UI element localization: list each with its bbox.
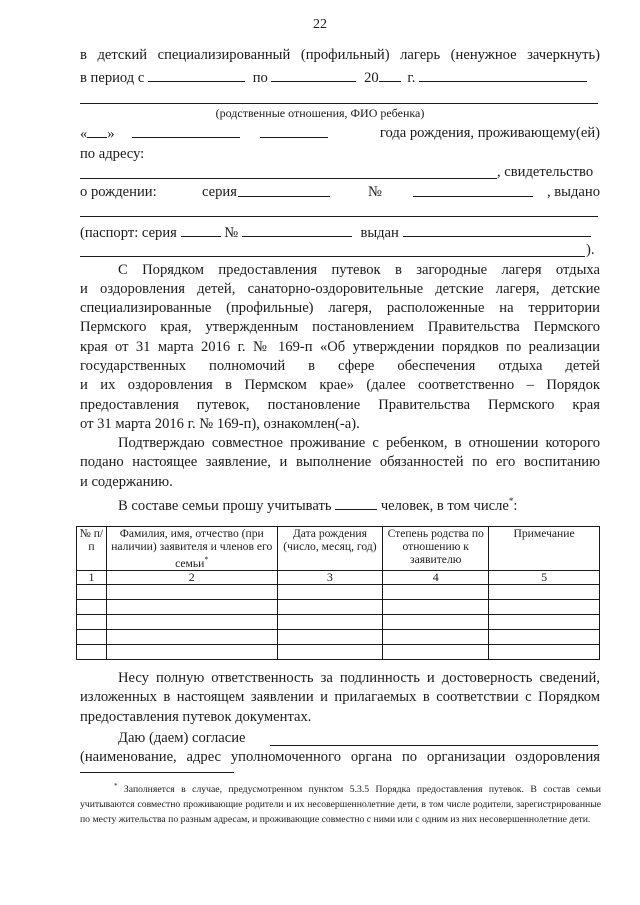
para3-line-1: Несу полную ответственность за подлинность и достоверность сведений, bbox=[118, 670, 600, 686]
family-footnote-mark: * bbox=[508, 496, 514, 506]
passport-number-blank[interactable] bbox=[242, 223, 352, 237]
period-tail-blank[interactable] bbox=[419, 68, 587, 82]
passport-line bbox=[80, 223, 591, 243]
family-count-blank[interactable] bbox=[335, 496, 377, 510]
period-from-blank[interactable] bbox=[148, 68, 245, 82]
page-number: 22 bbox=[313, 17, 327, 32]
open-quote: « bbox=[80, 126, 88, 142]
cert-number-blank[interactable] bbox=[413, 183, 533, 197]
of-birth-label: о рождении: bbox=[80, 184, 157, 200]
table-row[interactable] bbox=[77, 584, 600, 599]
period-year-prefix: 20 bbox=[364, 70, 379, 86]
camp-type-line: в детский специализированный (профильный) лагерь (ненужное зачеркнуть) bbox=[80, 47, 600, 63]
column-number-4: 4 bbox=[383, 570, 489, 584]
para3-line-3: предоставления путевок документах. bbox=[80, 709, 312, 725]
cert-number-label: № bbox=[368, 184, 382, 200]
period-year-blank[interactable] bbox=[379, 68, 401, 82]
family-suffix: человек, в том числе bbox=[380, 497, 509, 514]
birth-month-blank[interactable] bbox=[132, 124, 240, 138]
footnote-separator bbox=[80, 772, 234, 773]
certificate-label: , свидетельство bbox=[497, 164, 594, 180]
para1-line-5: края от 31 марта 2016 г. № 169-п «Об утверждении порядков по реализации bbox=[80, 339, 600, 355]
footnote-body: Заполняется в случае, предусмотренном пунктом 5.3.5 Порядка предоставления путевок. В состав семьи учитываются совместно проживающие родители и их несовершеннолетние дети, в том числе родители, зарегистрированные по месту жительства по разным адресам, и проживающие совместно с ними или с одним из них несовершеннолетние дети. bbox=[80, 784, 601, 826]
footnote-text bbox=[80, 779, 601, 827]
consent-blank[interactable] bbox=[270, 745, 598, 746]
table-header-relation: Степень родства по отношению к заявителю bbox=[383, 527, 489, 571]
birth-year-label: года рождения, проживающему(ей) bbox=[379, 125, 600, 141]
table-row[interactable] bbox=[77, 644, 600, 659]
para1-line-6: государственных полномочий в сфере обеспечения отдыха детей bbox=[80, 358, 600, 374]
address-label: по адресу: bbox=[80, 146, 145, 162]
period-to-blank[interactable] bbox=[271, 68, 356, 82]
table-header-birth-date: Дата рождения (число, месяц, год) bbox=[277, 527, 383, 571]
issued-by-line[interactable] bbox=[80, 216, 598, 217]
period-year-suffix: г. bbox=[407, 70, 416, 86]
table-header-name: Фамилия, имя, отчество (при наличии) заявителя и членов его семьи* bbox=[106, 527, 277, 571]
table-row[interactable] bbox=[77, 629, 600, 644]
column-number-5: 5 bbox=[489, 570, 600, 584]
cert-series-blank[interactable] bbox=[238, 183, 330, 197]
passport-number-label: № bbox=[224, 225, 239, 241]
passport-series-blank[interactable] bbox=[181, 223, 221, 237]
column-number-2: 2 bbox=[106, 570, 277, 584]
para1-line-4: Пермского края, утвержденным постановлением Правительства Пермского bbox=[80, 319, 600, 335]
header-footnote-mark: * bbox=[204, 555, 209, 564]
series-label: серия bbox=[202, 184, 237, 200]
passport-issued-blank[interactable] bbox=[403, 223, 591, 237]
para1-line-7: и их оздоровления в Пермском крае» (далее соответственно – Порядок bbox=[80, 377, 600, 393]
address-line[interactable] bbox=[80, 178, 497, 179]
passport-issued-line[interactable] bbox=[80, 256, 585, 257]
family-members-table bbox=[76, 526, 600, 660]
column-number-3: 3 bbox=[277, 570, 383, 584]
family-count-line bbox=[118, 492, 517, 516]
para1-line-2: и оздоровления детей, санаторно-оздоровительные детские лагеря, детские bbox=[80, 281, 600, 297]
para2-line-1: Подтверждаю совместное проживание с ребенком, в отношении которого bbox=[118, 435, 600, 451]
para2-line-3: и содержанию. bbox=[80, 474, 173, 490]
table-number-row bbox=[77, 570, 600, 584]
child-name-line[interactable] bbox=[80, 103, 598, 104]
table-header-number: № п/п bbox=[77, 527, 107, 571]
birth-certificate-line bbox=[80, 183, 600, 202]
birth-year-blank[interactable] bbox=[260, 124, 328, 138]
para1-line-1: С Порядком предоставления путевок в загородные лагеря отдыха bbox=[118, 262, 600, 278]
para2-line-2: подано настоящее заявление, и выполнение обязанностей по его воспитанию bbox=[80, 454, 600, 470]
period-prefix: в период с bbox=[80, 70, 145, 86]
para1-line-3: специализированные (профильные) лагеря, расположенные на территории bbox=[80, 300, 600, 316]
period-to-label: по bbox=[252, 70, 268, 86]
passport-prefix: (паспорт: серия bbox=[80, 225, 177, 241]
consent-line-2: (наименование, адрес уполномоченного органа по организации оздоровления bbox=[80, 749, 600, 765]
para1-line-8: предоставления путевок, постановление Правительства Пермского края bbox=[80, 397, 600, 413]
family-colon: : bbox=[513, 497, 518, 514]
birth-date-line bbox=[80, 124, 600, 144]
table-row[interactable] bbox=[77, 599, 600, 614]
passport-end: ). bbox=[586, 242, 595, 258]
table-header-note: Примечание bbox=[489, 527, 600, 571]
column-number-1: 1 bbox=[77, 570, 107, 584]
para3-line-2: изложенных в настоящем заявлении и прилагаемых в соответствии с Порядком bbox=[80, 689, 600, 705]
para1-line-9: от 31 марта 2016 г. № 169-п), ознакомлен(-а). bbox=[80, 416, 360, 432]
table-header-row bbox=[77, 527, 600, 571]
period-line bbox=[80, 68, 587, 88]
close-quote: » bbox=[107, 126, 115, 142]
issued-label: , выдано bbox=[546, 184, 600, 200]
family-prefix: В составе семьи прошу учитывать bbox=[118, 497, 332, 514]
table-row[interactable] bbox=[77, 614, 600, 629]
passport-issued-label: выдан bbox=[360, 225, 399, 241]
birth-day-blank[interactable] bbox=[87, 124, 107, 138]
relation-caption: (родственные отношения, ФИО ребенка) bbox=[215, 106, 425, 120]
consent-label: Даю (даем) согласие bbox=[118, 730, 246, 746]
footnote-mark: * bbox=[114, 782, 118, 790]
